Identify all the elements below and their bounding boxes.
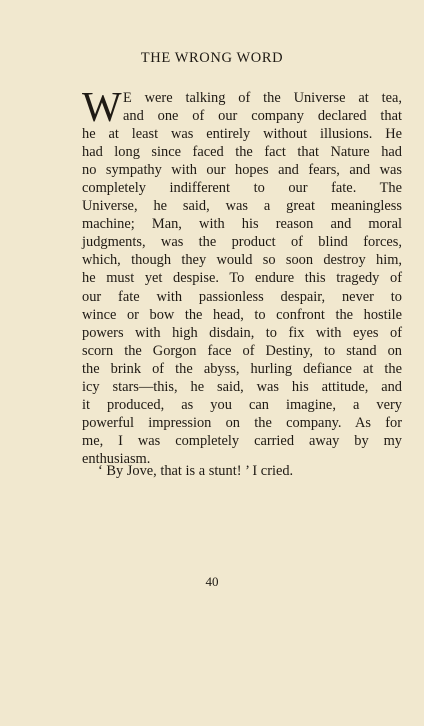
page-number: 40 [205, 574, 219, 589]
paragraph-line: Universe, he said, was a great meaningless [82, 198, 402, 215]
paragraph-line: completely indifferent to our fate. The [82, 180, 402, 197]
paragraph-line: it produced, as you can imagine, a very [82, 396, 402, 413]
paragraph-line: wince or bow the head, to confront the hostile [82, 306, 402, 323]
paragraph-line: powers with high disdain, to fix with eyes of [82, 324, 402, 341]
dialogue-line: ‘ By Jove, that is a stunt! ’ I cried. [98, 463, 294, 479]
paragraph-line: and one of our company declared that [123, 108, 402, 125]
main-paragraph [82, 85, 402, 468]
paragraph-line: E were talking of the Universe at tea, [123, 90, 402, 106]
drop-cap: W [82, 85, 122, 131]
paragraph-line: judgments, was the product of blind forces, [82, 234, 402, 251]
paragraph-line: scorn the Gorgon face of Destiny, to stand on [82, 342, 402, 359]
paragraph-line: he must yet despise. To endure this tragedy of [82, 270, 402, 287]
paragraph-line: icy stars—this, he said, was his attitude, and [82, 378, 402, 395]
paragraph-line: the brink of the abyss, hurling defiance at the [82, 360, 402, 377]
paragraph-line: he at least was entirely without illusions. He [82, 126, 402, 143]
chapter-heading: THE WRONG WORD [140, 50, 284, 66]
paragraph-line: our fate with passionless despair, never to [82, 288, 402, 305]
paragraph-line: enthusiasm. [82, 450, 151, 467]
paragraph-line: powerful impression on the company. As for [82, 414, 402, 431]
paragraph-line: no sympathy with our hopes and fears, and was [82, 162, 402, 179]
paragraph-line: which, though they would so soon destroy him, [82, 252, 402, 269]
paragraph-line: had long since faced the fact that Nature had [82, 144, 402, 161]
paragraph-line: me, I was completely carried away by my [82, 432, 402, 449]
paragraph-line: machine; Man, with his reason and moral [82, 216, 402, 233]
